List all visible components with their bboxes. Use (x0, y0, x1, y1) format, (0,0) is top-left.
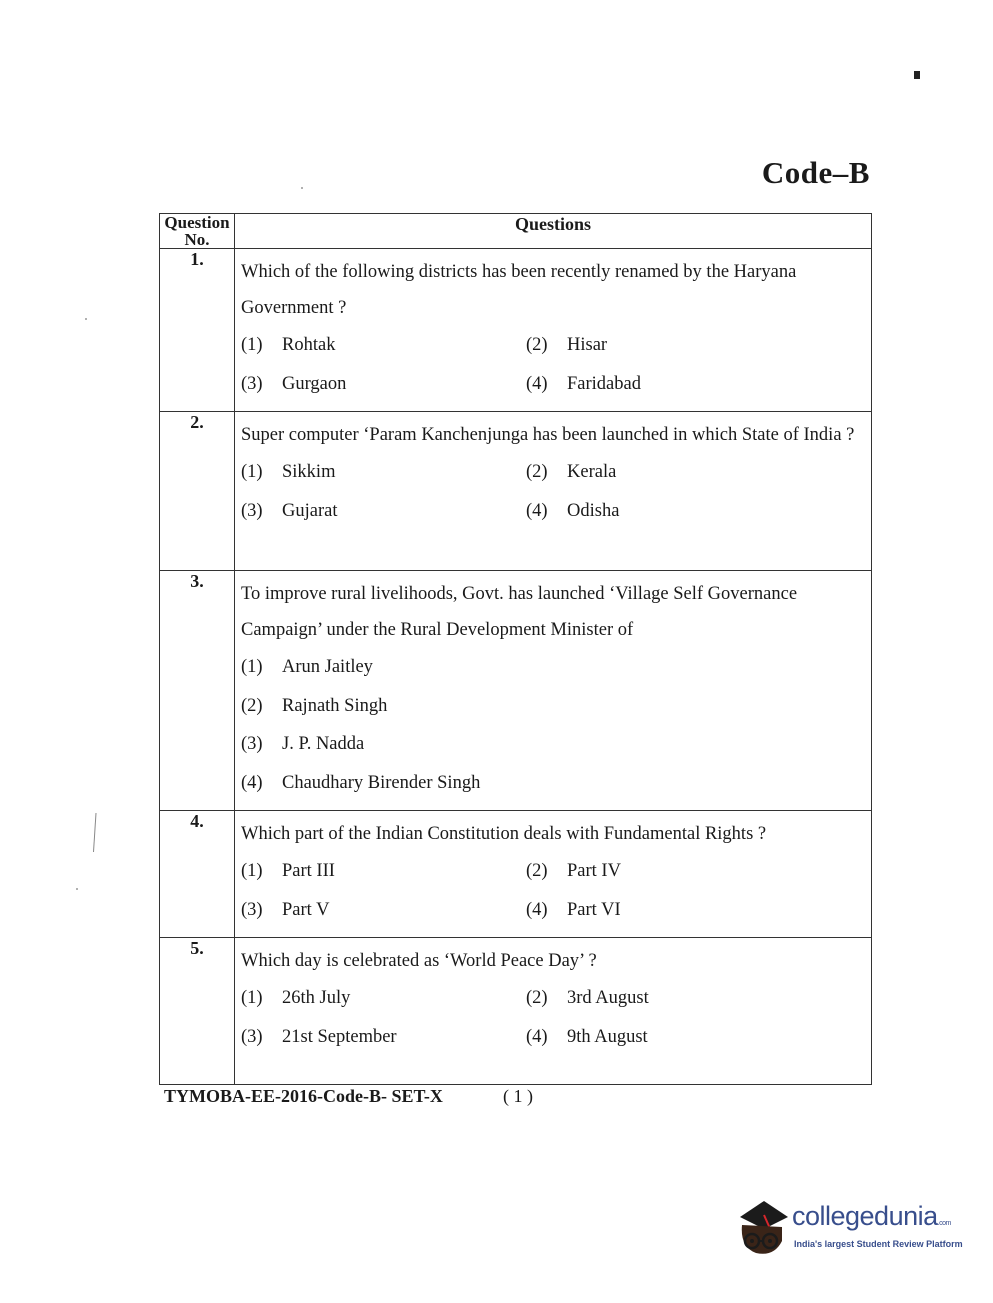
question-number: 1. (160, 249, 235, 412)
question-number-header: Question No. (160, 214, 235, 249)
option-number: (2) (526, 861, 548, 881)
option-text: Faridabad (567, 373, 641, 394)
option-number: (3) (241, 373, 263, 394)
option-text: Sikkim (282, 462, 336, 482)
answer-option (241, 365, 526, 404)
question-cell (235, 412, 872, 571)
option-text: 21st September (282, 1026, 397, 1047)
option-text: Part V (282, 899, 330, 920)
answer-option (526, 492, 865, 531)
answer-option (241, 852, 526, 891)
table-header-row (160, 214, 872, 249)
scan-speck (85, 318, 87, 320)
question-text: Which day is celebrated as ‘World Peace Day’ ? (241, 951, 597, 971)
question-number: 2. (160, 412, 235, 571)
question-number: 3. (160, 571, 235, 811)
mascot-icon (732, 1195, 794, 1265)
option-list (235, 648, 871, 810)
option-text: Hisar (567, 335, 608, 355)
option-text: Part VI (567, 899, 621, 920)
answer-option (526, 979, 865, 1018)
option-number: (4) (526, 500, 548, 521)
answer-option (526, 1018, 865, 1057)
question-row (160, 249, 872, 412)
option-list (235, 979, 871, 1064)
option-text: Kerala (567, 462, 617, 482)
option-text: Odisha (567, 500, 620, 521)
option-number: (1) (241, 861, 263, 881)
option-number: (2) (241, 695, 263, 716)
option-number: (3) (241, 899, 263, 920)
option-text: Chaudhary Birender Singh (282, 772, 481, 793)
question-table (159, 213, 872, 1085)
scan-speck (76, 888, 78, 890)
brand-name: collegedunia.com (792, 1201, 951, 1231)
question-cell (235, 249, 872, 412)
option-number: (2) (526, 462, 548, 482)
question-row (160, 938, 872, 1085)
collegedunia-logo (732, 1195, 964, 1265)
question-row (160, 811, 872, 938)
option-number: (1) (241, 657, 263, 677)
option-number: (2) (526, 988, 548, 1008)
option-number: (4) (526, 1026, 548, 1047)
option-number: (3) (241, 734, 263, 754)
question-cell (235, 811, 872, 938)
question-row (160, 571, 872, 811)
answer-option (241, 648, 865, 687)
question-text: Which of the following districts has been recently renamed by the Haryana Government ? (241, 262, 797, 318)
option-number: (2) (526, 335, 548, 355)
answer-option (526, 365, 865, 404)
option-text: J. P. Nadda (282, 734, 365, 754)
answer-option (241, 687, 865, 726)
question-row (160, 412, 872, 571)
paper-code: TYMOBA-EE-2016-Code-B- SET-X (164, 1086, 443, 1106)
answer-option (526, 326, 865, 365)
option-text: Gurgaon (282, 373, 347, 394)
answer-option (241, 326, 526, 365)
option-text: Part III (282, 861, 335, 881)
option-list (235, 453, 871, 538)
code-title: Code–B (761, 155, 870, 190)
option-number: (4) (526, 899, 548, 920)
question-text: Super computer ‘Param Kanchenjunga has been launched in which State of India ? (241, 425, 855, 445)
option-number: (3) (241, 500, 263, 521)
option-list (235, 326, 871, 411)
question-text: Which part of the Indian Constitution deals with Fundamental Rights ? (241, 824, 767, 844)
answer-option (241, 492, 526, 531)
option-text: 26th July (282, 988, 351, 1008)
answer-option (241, 1018, 526, 1057)
answer-option (241, 764, 865, 803)
answer-option (241, 453, 526, 492)
answer-option (241, 891, 526, 930)
corner-mark (914, 71, 920, 79)
option-text: Gujarat (282, 500, 338, 521)
pen-mark (92, 812, 98, 854)
answer-option (526, 891, 865, 930)
answer-option (526, 453, 865, 492)
option-text: Part IV (567, 861, 621, 881)
questions-header: Questions (235, 214, 872, 249)
option-text: 3rd August (567, 988, 649, 1008)
answer-option (526, 852, 865, 891)
brand-tagline: India's largest Student Review Platform (794, 1239, 963, 1249)
option-text: Rajnath Singh (282, 695, 388, 716)
option-number: (3) (241, 1026, 263, 1047)
option-number: (1) (241, 335, 263, 355)
question-text: To improve rural livelihoods, Govt. has launched ‘Village Self Governance Campaign’ under the Rural Development Minister of (241, 584, 798, 640)
option-number: (1) (241, 462, 263, 482)
question-cell (235, 571, 872, 811)
option-number: (4) (526, 373, 548, 394)
option-text: Arun Jaitley (282, 657, 373, 677)
page-number: ( 1 ) (503, 1086, 533, 1106)
option-text: Rohtak (282, 335, 336, 355)
answer-option (241, 725, 865, 764)
question-number: 4. (160, 811, 235, 938)
question-number: 5. (160, 938, 235, 1085)
option-text: 9th August (567, 1026, 648, 1047)
option-number: (1) (241, 988, 263, 1008)
question-cell (235, 938, 872, 1085)
answer-option (241, 979, 526, 1018)
option-number: (4) (241, 772, 263, 793)
scan-speck (301, 187, 303, 189)
option-list (235, 852, 871, 937)
